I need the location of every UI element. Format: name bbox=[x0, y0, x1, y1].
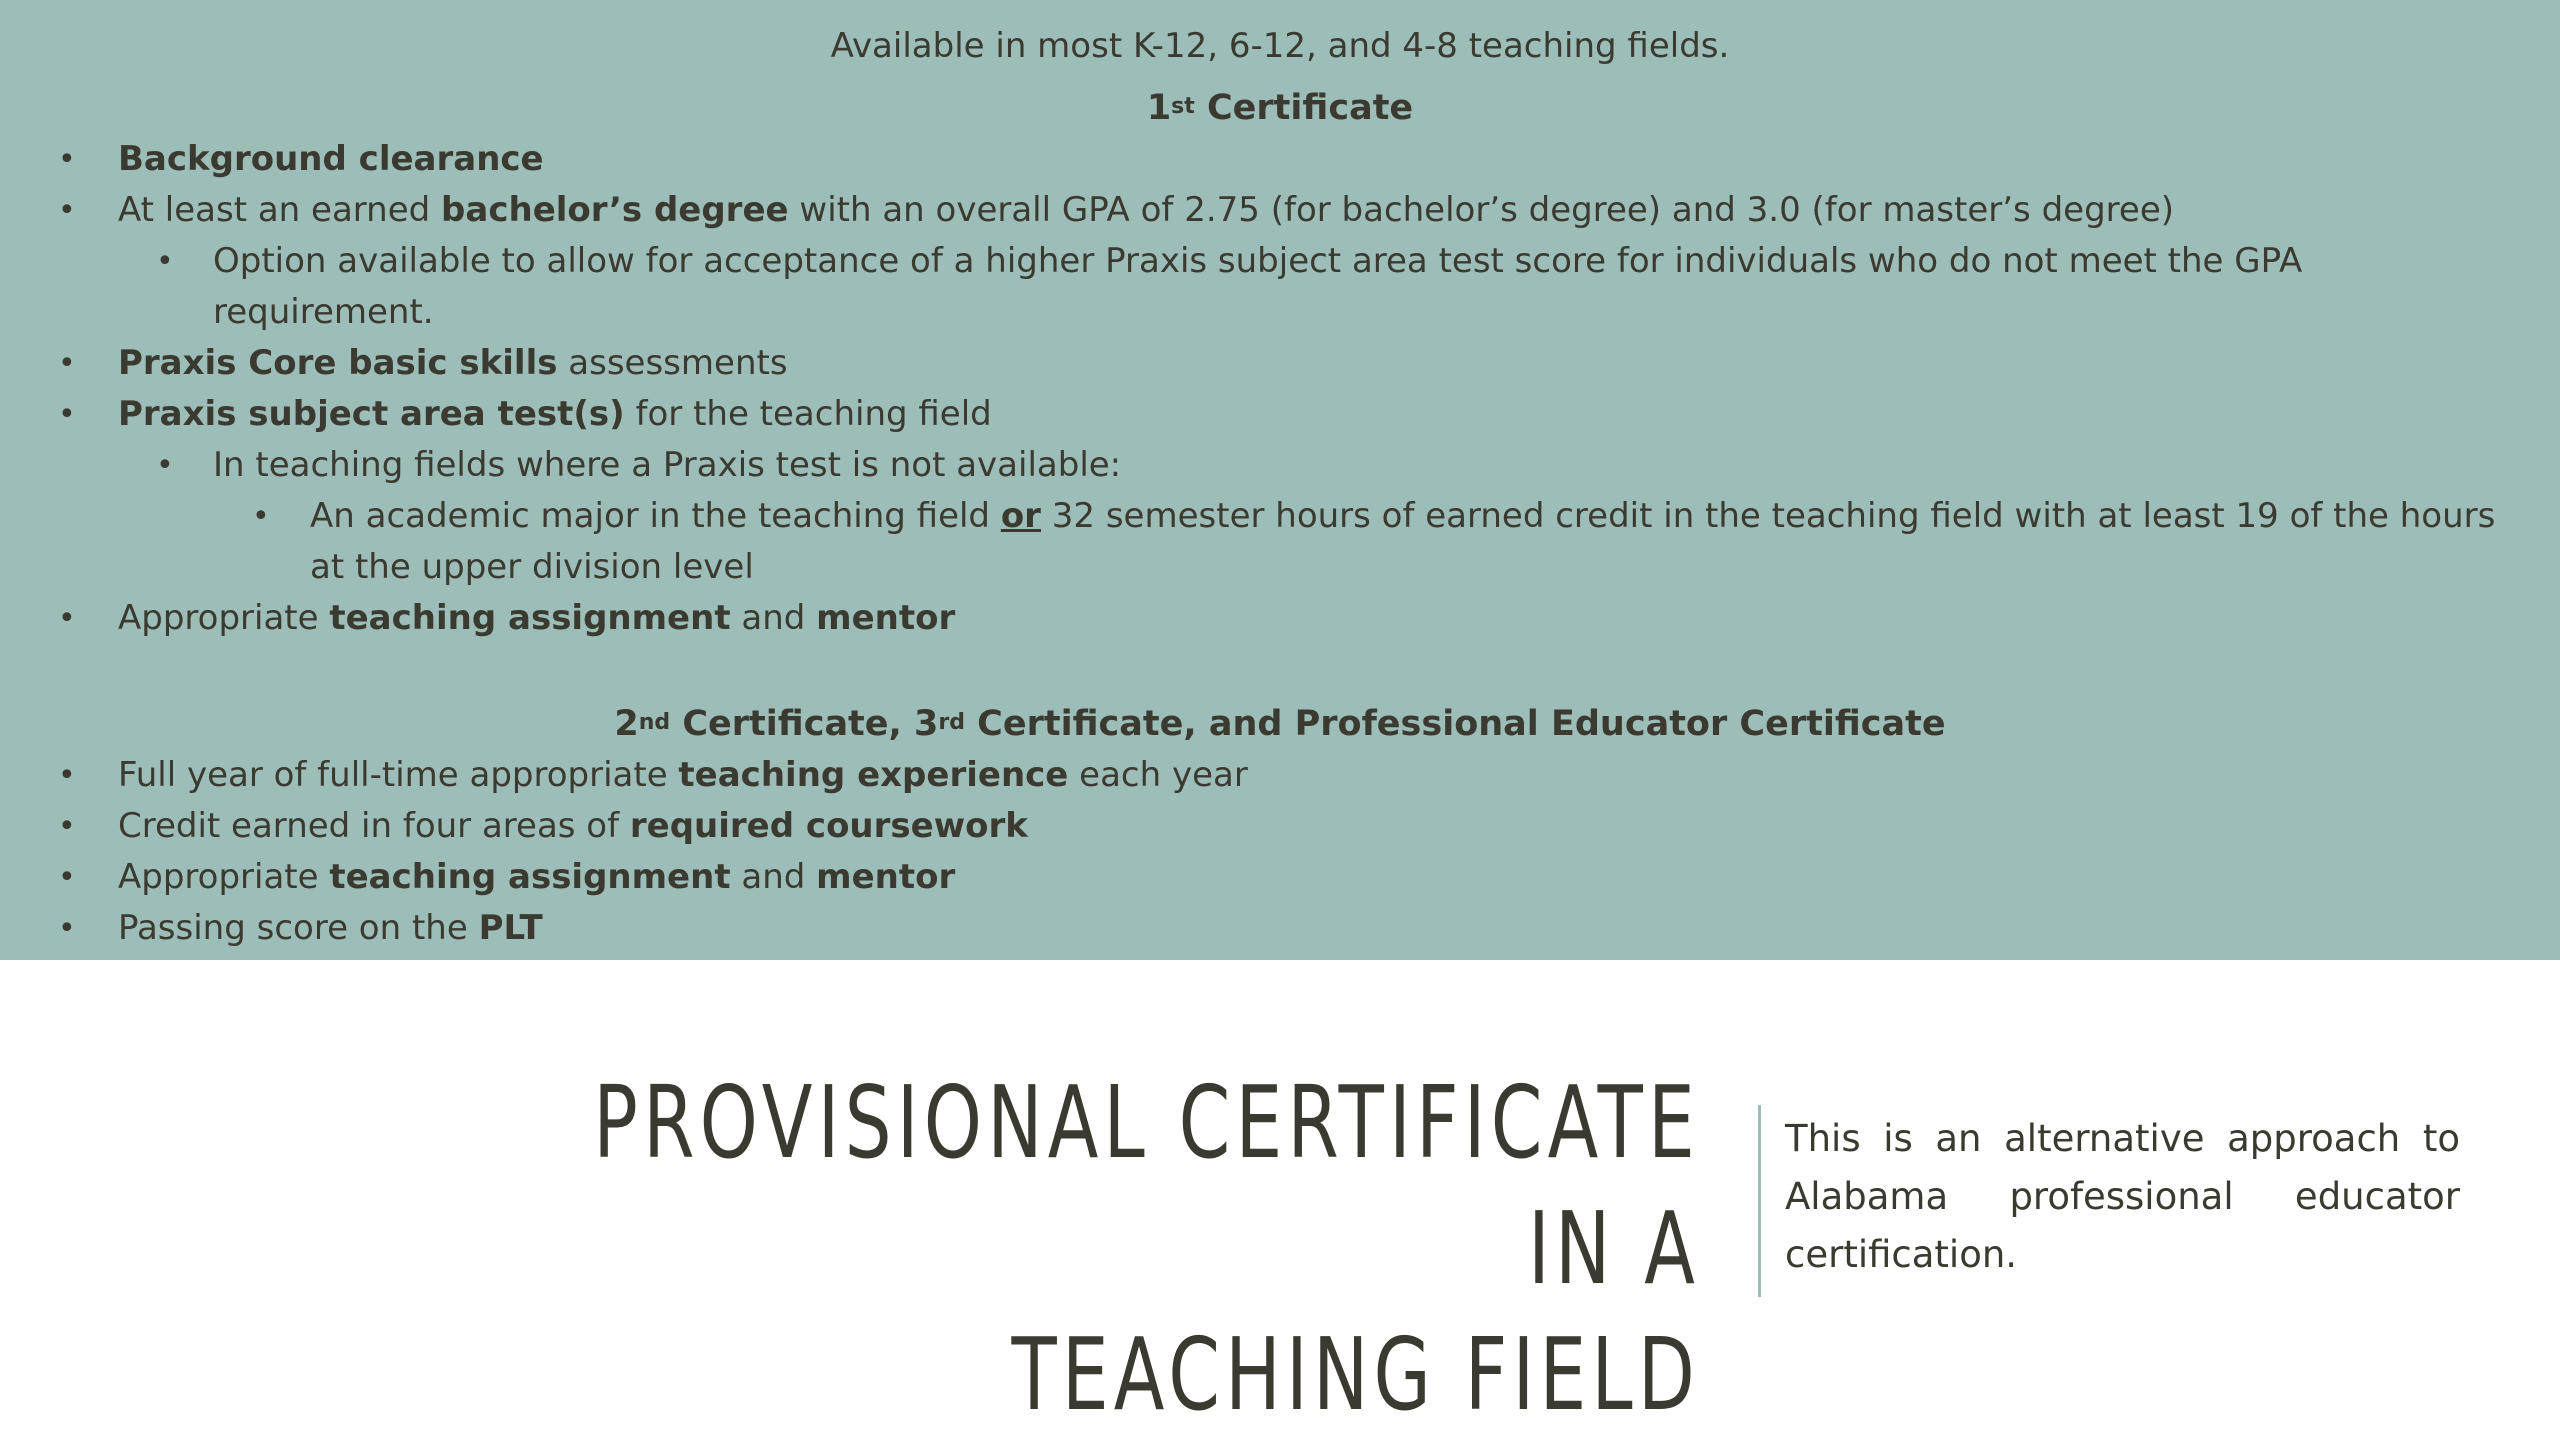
bold-text: Praxis Core basic skills bbox=[118, 343, 558, 383]
slide-title-line-2: TEACHING FIELD bbox=[1011, 1316, 1700, 1433]
bullet-item bbox=[0, 593, 2560, 644]
bullet-text: Passing score on the bbox=[118, 908, 479, 948]
bold-text: teaching experience bbox=[678, 755, 1069, 795]
bullet-text: each year bbox=[1068, 755, 1248, 795]
later-certificates-heading bbox=[0, 700, 2560, 753]
bold-text: teaching assignment bbox=[329, 857, 731, 897]
bullet-text: Full year of full-time appropriate bbox=[118, 755, 679, 795]
bullet-marker: • bbox=[58, 346, 76, 381]
bullet-text: with an overall GPA of 2.75 (for bachelor’s degree) and 3.0 (for master’s degree) bbox=[788, 190, 2174, 230]
bold-text: Background clearance bbox=[118, 139, 544, 179]
bullet-text: In teaching fields where a Praxis test is not available: bbox=[213, 445, 1122, 485]
bold-text: or bbox=[1000, 496, 1041, 536]
heading-text: 2 bbox=[614, 704, 639, 744]
bullet-item bbox=[0, 852, 2560, 903]
bullet-item bbox=[0, 134, 2560, 185]
title-divider bbox=[1758, 1105, 1761, 1297]
bullet-marker: • bbox=[58, 142, 76, 177]
bullet-marker: • bbox=[156, 244, 174, 279]
bullet-marker: • bbox=[58, 758, 76, 793]
bold-text: bachelor’s degree bbox=[441, 190, 789, 230]
bullet-item bbox=[0, 750, 2560, 801]
heading-text: Certificate, 3 bbox=[670, 704, 939, 744]
bullet-text: assessments bbox=[557, 343, 788, 383]
bullet-item bbox=[0, 338, 2560, 389]
bullet-text: An academic major in the teaching field bbox=[310, 496, 1001, 536]
bullet-marker: • bbox=[58, 911, 76, 946]
bullet-text: Credit earned in four areas of bbox=[118, 806, 630, 846]
bullet-marker: • bbox=[58, 193, 76, 228]
slide-subtitle: This is an alternative approach to Alabama professional educator certification. bbox=[1785, 1117, 2460, 1276]
bullet-item bbox=[0, 389, 2560, 440]
heading-ordinal: nd bbox=[638, 710, 671, 735]
bullet-marker: • bbox=[156, 448, 174, 483]
first-certificate-requirements bbox=[0, 134, 2560, 644]
first-certificate-ordinal: st bbox=[1171, 94, 1195, 119]
bullet-item bbox=[0, 440, 2560, 491]
bold-text: mentor bbox=[816, 598, 956, 638]
bold-text: mentor bbox=[816, 857, 956, 897]
intro-text: Available in most K-12, 6-12, and 4-8 teaching fields. bbox=[830, 26, 1730, 66]
bullet-item bbox=[0, 903, 2560, 954]
slide-title bbox=[553, 1060, 1700, 1438]
bullet-marker: • bbox=[58, 601, 76, 636]
bold-text: required coursework bbox=[629, 806, 1028, 846]
bullet-text: Appropriate bbox=[118, 857, 330, 897]
later-certificates-requirements bbox=[0, 750, 2560, 954]
heading-ordinal: rd bbox=[938, 710, 965, 735]
bullet-text: Option available to allow for acceptance of a higher Praxis subject area test score for individuals who do not meet the GPA requirement. bbox=[213, 241, 2303, 332]
bullet-marker: • bbox=[58, 809, 76, 844]
first-certificate-label: Certificate bbox=[1194, 88, 1414, 128]
bullet-text: 32 semester hours of earned credit in the teaching field with at least 19 of the hours at the upper division level bbox=[310, 496, 2496, 587]
bold-text: teaching assignment bbox=[329, 598, 731, 638]
bullet-item bbox=[0, 185, 2560, 236]
slide-title-line-1: PROVISIONAL CERTIFICATE IN A bbox=[593, 1064, 1700, 1307]
bullet-text: Appropriate bbox=[118, 598, 330, 638]
bullet-text: and bbox=[730, 598, 817, 638]
bullet-marker: • bbox=[58, 397, 76, 432]
first-certificate-number: 1 bbox=[1146, 88, 1172, 128]
first-certificate-heading bbox=[0, 84, 2560, 137]
bullet-item bbox=[0, 236, 2560, 338]
bullet-marker: • bbox=[252, 499, 270, 534]
bullet-marker: • bbox=[58, 860, 76, 895]
bullet-item bbox=[0, 801, 2560, 852]
bold-text: Praxis subject area test(s) bbox=[118, 394, 625, 434]
heading-text: Certificate, and Professional Educator Certificate bbox=[964, 704, 1946, 744]
bullet-text: At least an earned bbox=[118, 190, 442, 230]
bullet-text: and bbox=[730, 857, 817, 897]
bullet-text: for the teaching field bbox=[624, 394, 992, 434]
bullet-item bbox=[0, 491, 2560, 593]
bold-text: PLT bbox=[478, 908, 543, 948]
